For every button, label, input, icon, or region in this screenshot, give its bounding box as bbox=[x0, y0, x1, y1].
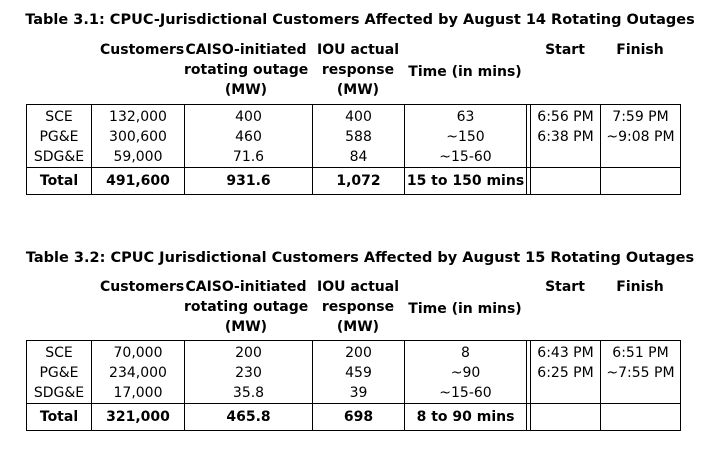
time-header: Time (in mins) bbox=[408, 64, 522, 80]
table-row bbox=[27, 383, 681, 404]
row-name: SDG&E bbox=[27, 147, 92, 168]
table-3-1 bbox=[26, 104, 681, 195]
time-cell: ~15-60 bbox=[405, 383, 527, 404]
finish-cell: 7:59 PM bbox=[601, 105, 681, 128]
customers-cell: 300,600 bbox=[92, 127, 185, 147]
table-row bbox=[27, 127, 681, 147]
row-name: PG&E bbox=[27, 363, 92, 383]
time-cell: ~150 bbox=[405, 127, 527, 147]
total-caiso: 465.8 bbox=[185, 404, 313, 431]
table-3-2-title: Table 3.2: CPUC Jurisdictional Customers Affected by August 15 Rotating Outages bbox=[25, 250, 695, 266]
time-header: Time (in mins) bbox=[408, 301, 522, 317]
customers-cell: 132,000 bbox=[92, 105, 185, 128]
start-cell: 6:43 PM bbox=[531, 341, 601, 364]
table-row bbox=[27, 147, 681, 168]
table-row bbox=[27, 341, 681, 364]
finish-cell bbox=[601, 168, 681, 195]
row-name: PG&E bbox=[27, 127, 92, 147]
caiso-header: CAISO-initiated rotating outage (MW) bbox=[184, 42, 309, 98]
start-header: Start bbox=[545, 42, 585, 58]
iou-header: IOU actual response (MW) bbox=[316, 42, 399, 98]
start-cell bbox=[531, 383, 601, 404]
finish-cell: ~9:08 PM bbox=[601, 127, 681, 147]
start-cell bbox=[531, 147, 601, 168]
iou-cell: 84 bbox=[313, 147, 405, 168]
customers-cell: 70,000 bbox=[92, 341, 185, 364]
customers-header: Customers bbox=[100, 42, 185, 58]
total-label: Total bbox=[27, 404, 92, 431]
row-name: SCE bbox=[27, 105, 92, 128]
start-cell: 6:25 PM bbox=[531, 363, 601, 383]
time-cell: 63 bbox=[405, 105, 527, 128]
time-cell: 8 bbox=[405, 341, 527, 364]
customers-cell: 234,000 bbox=[92, 363, 185, 383]
caiso-cell: 200 bbox=[185, 341, 313, 364]
table-3-2 bbox=[26, 340, 681, 431]
start-cell bbox=[531, 404, 601, 431]
start-cell: 6:56 PM bbox=[531, 105, 601, 128]
caiso-cell: 35.8 bbox=[185, 383, 313, 404]
table-3-1-title: Table 3.1: CPUC-Jurisdictional Customers Affected by August 14 Rotating Outages bbox=[25, 12, 695, 28]
total-iou: 1,072 bbox=[313, 168, 405, 195]
iou-cell: 200 bbox=[313, 341, 405, 364]
start-cell: 6:38 PM bbox=[531, 127, 601, 147]
iou-header: IOU actual response (MW) bbox=[316, 279, 399, 335]
finish-cell bbox=[601, 147, 681, 168]
time-cell: ~15-60 bbox=[405, 147, 527, 168]
finish-header: Finish bbox=[616, 42, 664, 58]
finish-cell: ~7:55 PM bbox=[601, 363, 681, 383]
total-caiso: 931.6 bbox=[185, 168, 313, 195]
iou-cell: 400 bbox=[313, 105, 405, 128]
start-cell bbox=[531, 168, 601, 195]
total-row bbox=[27, 168, 681, 195]
customers-header: Customers bbox=[100, 279, 185, 295]
total-label: Total bbox=[27, 168, 92, 195]
finish-cell: 6:51 PM bbox=[601, 341, 681, 364]
caiso-cell: 230 bbox=[185, 363, 313, 383]
iou-cell: 39 bbox=[313, 383, 405, 404]
iou-cell: 459 bbox=[313, 363, 405, 383]
caiso-cell: 460 bbox=[185, 127, 313, 147]
total-iou: 698 bbox=[313, 404, 405, 431]
caiso-cell: 71.6 bbox=[185, 147, 313, 168]
row-name: SCE bbox=[27, 341, 92, 364]
customers-cell: 59,000 bbox=[92, 147, 185, 168]
caiso-cell: 400 bbox=[185, 105, 313, 128]
total-row bbox=[27, 404, 681, 431]
iou-cell: 588 bbox=[313, 127, 405, 147]
start-header: Start bbox=[545, 279, 585, 295]
finish-cell bbox=[601, 383, 681, 404]
row-name: SDG&E bbox=[27, 383, 92, 404]
total-customers: 491,600 bbox=[92, 168, 185, 195]
table-row bbox=[27, 105, 681, 128]
time-cell: ~90 bbox=[405, 363, 527, 383]
total-customers: 321,000 bbox=[92, 404, 185, 431]
finish-header: Finish bbox=[616, 279, 664, 295]
total-time: 8 to 90 mins bbox=[405, 404, 527, 431]
total-time: 15 to 150 mins bbox=[405, 168, 527, 195]
finish-cell bbox=[601, 404, 681, 431]
caiso-header: CAISO-initiated rotating outage (MW) bbox=[184, 279, 309, 335]
customers-cell: 17,000 bbox=[92, 383, 185, 404]
table-row bbox=[27, 363, 681, 383]
